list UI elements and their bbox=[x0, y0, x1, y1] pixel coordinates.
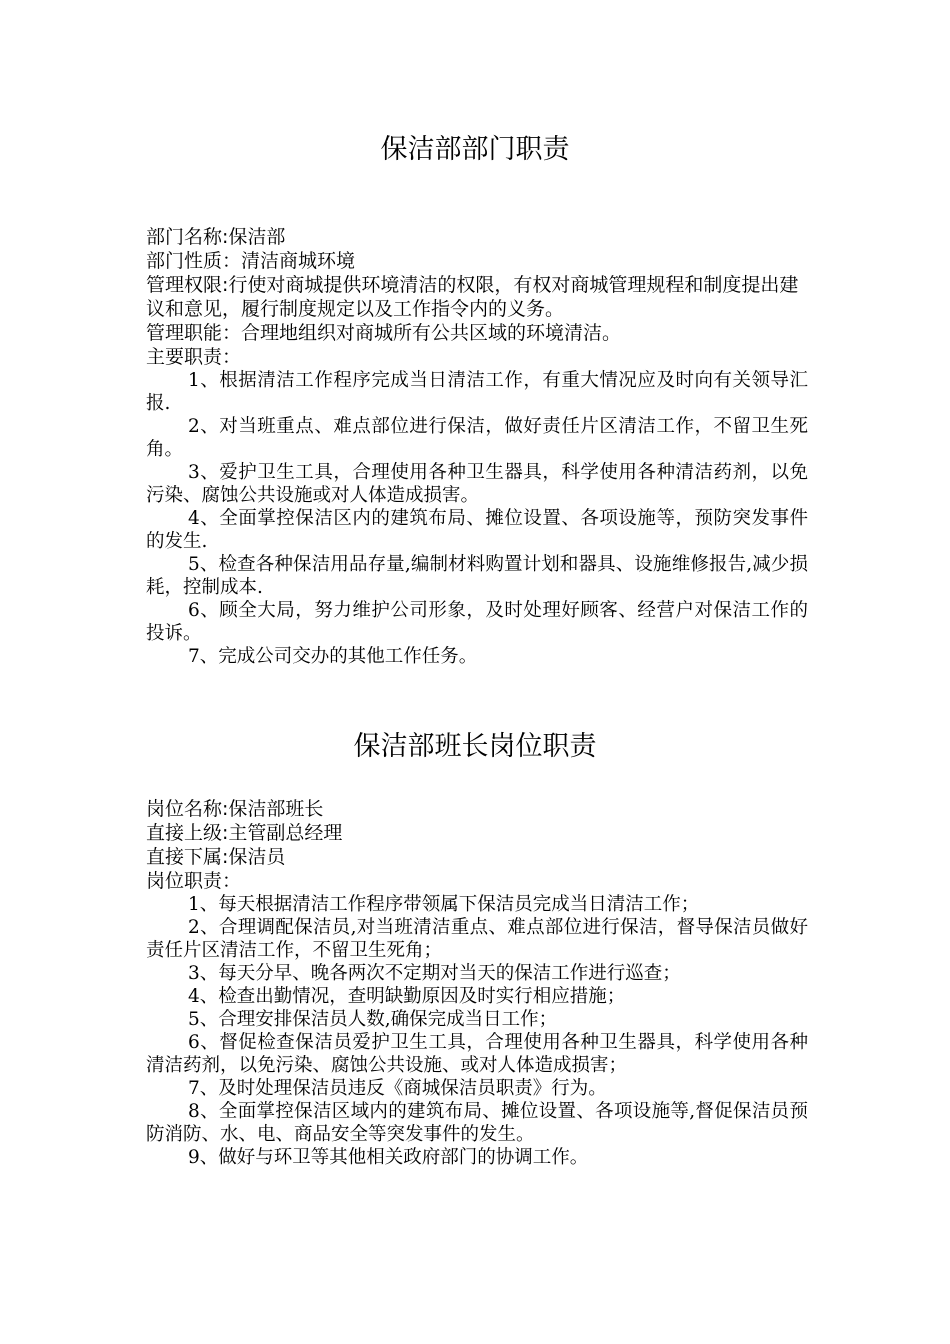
duty-item: 7、及时处理保洁员违反《商城保洁员职责》行为。 bbox=[188, 1078, 607, 1099]
field-direct-subordinate: 直接下属:保洁员 bbox=[146, 846, 286, 868]
section2-body bbox=[146, 797, 808, 1169]
field-position-duties-heading: 岗位职责： bbox=[146, 870, 242, 892]
field-management-function: 管理职能：合理地组织对商城所有公共区域的环境清洁。 bbox=[146, 322, 622, 344]
duty-item: 1、根据清洁工作程序完成当日清洁工作，有重大情况应及时向有关领导汇报. bbox=[146, 370, 808, 414]
duty-item: 2、合理调配保洁员,对当班清洁重点、难点部位进行保洁，督导保洁员做好责任片区清洁工作，不留卫生死角； bbox=[146, 917, 808, 961]
field-department-name: 部门名称:保洁部 bbox=[146, 226, 286, 248]
section1-title: 保洁部部门职责 bbox=[380, 134, 570, 165]
duty-item: 9、做好与环卫等其他相关政府部门的协调工作。 bbox=[188, 1147, 589, 1168]
section2-title: 保洁部班长岗位职责 bbox=[353, 731, 597, 762]
field-main-duties-heading: 主要职责： bbox=[146, 346, 242, 368]
field-management-authority: 管理权限:行使对商城提供环境清洁的权限，有权对商城管理规程和制度提出建议和意见，履行制度规定以及工作指令内的义务。 bbox=[146, 274, 799, 320]
duty-item: 1、每天根据清洁工作程序带领属下保洁员完成当日清洁工作； bbox=[188, 894, 700, 915]
duty-item: 4、检查出勤情况，查明缺勤原因及时实行相应措施； bbox=[188, 986, 626, 1007]
duty-item: 3、爱护卫生工具，合理使用各种卫生器具，科学使用各种清洁药剂，以免污染、腐蚀公共设施或对人体造成损害。 bbox=[146, 462, 808, 506]
duty-item: 4、全面掌控保洁区内的建筑布局、摊位设置、各项设施等，预防突发事件的发生. bbox=[146, 508, 808, 552]
field-direct-superior: 直接上级:主管副总经理 bbox=[146, 822, 343, 844]
duty-item: 6、督促检查保洁员爱护卫生工具，合理使用各种卫生器具，科学使用各种清洁药剂，以免污染、腐蚀公共设施、或对人体造成损害； bbox=[146, 1032, 808, 1076]
field-position-name: 岗位名称:保洁部班长 bbox=[146, 798, 324, 820]
field-department-nature: 部门性质：清洁商城环境 bbox=[146, 250, 356, 272]
duty-item: 5、检查各种保洁用品存量,编制材料购置计划和器具、设施维修报告,减少损耗，控制成本. bbox=[146, 554, 808, 598]
duty-item: 5、合理安排保洁员人数,确保完成当日工作； bbox=[188, 1009, 558, 1030]
duty-item: 6、顾全大局，努力维护公司形象，及时处理好顾客、经营户对保洁工作的投诉。 bbox=[146, 600, 808, 644]
duty-item: 3、每天分早、晚各两次不定期对当天的保洁工作进行巡查； bbox=[188, 963, 681, 984]
duty-item: 8、全面掌控保洁区域内的建筑布局、摊位设置、各项设施等,督促保洁员预防消防、水、电、商品安全等突发事件的发生。 bbox=[146, 1101, 808, 1145]
section1-body bbox=[146, 225, 808, 668]
duty-item: 2、对当班重点、难点部位进行保洁，做好责任片区清洁工作，不留卫生死角。 bbox=[146, 416, 808, 460]
duty-item: 7、完成公司交办的其他工作任务。 bbox=[188, 646, 478, 667]
